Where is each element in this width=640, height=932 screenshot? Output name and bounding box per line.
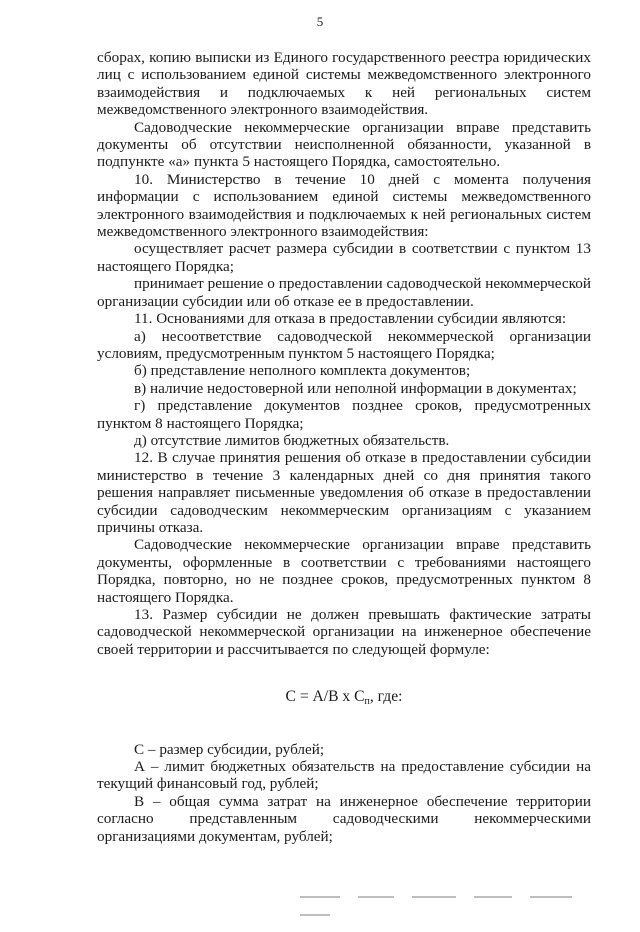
paragraph: в) наличие недостоверной или неполной информации в документах; bbox=[134, 379, 577, 397]
paragraph: Садоводческие некоммерческие организации вправе представить документы, оформленные в соответствии с требованиями настоящего Порядка, повторно, но не позднее сроков, предусмотренных пунктом 8 настоящего Порядка. bbox=[97, 536, 591, 606]
paragraph: 10. Министерство в течение 10 дней с момента получения информации с использованием единой системы межведомственного электронного взаимодействия и подключаемых к ней региональных систем межведомственного электронного взаимодействия: bbox=[97, 170, 591, 241]
paragraph: 11. Основаниями для отказа в предоставлении субсидии являются: bbox=[134, 310, 567, 328]
definition-paragraph: С – размер субсидии, рублей; bbox=[134, 740, 325, 758]
formula-suffix: , где: bbox=[369, 688, 403, 706]
paragraph: д) отсутствие лимитов бюджетных обязательств. bbox=[134, 431, 450, 449]
formula bbox=[97, 688, 591, 710]
formula-subscript: п bbox=[364, 696, 370, 708]
paragraph: принимает решение о предоставлении садоводческой некоммерческой организации субсидии или об отказе ее в предоставлении. bbox=[97, 275, 591, 310]
document-body bbox=[97, 49, 591, 845]
paragraph: Садоводческие некоммерческие организации вправе представить документы об отсутствии неисполненной обязанности, указанной в подпункте «а» пункта 5 настоящего Порядка, самостоятельно. bbox=[97, 118, 591, 171]
paragraph: сборах, копию выписки из Единого государственного реестра юридических лиц с использованием единой системы межведомственного электронного взаимодействия и подключаемых к ней региональных систем межведомственного электронного взаимодействия. bbox=[97, 49, 591, 119]
page-number: 5 bbox=[316, 14, 324, 29]
definition-paragraph: В – общая сумма затрат на инженерное обеспечение территории согласно представленным садоводческими некоммерческими организациями документам, рублей; bbox=[97, 792, 591, 845]
paragraph: б) представление неполного комплекта документов; bbox=[134, 362, 471, 380]
definition-paragraph: А – лимит бюджетных обязательств на предоставление субсидии на текущий финансовый год, рублей; bbox=[97, 758, 591, 793]
paragraph: а) несоответствие садоводческой некоммерческой организации условиям, предусмотренным пунктом 5 настоящего Порядка; bbox=[97, 327, 591, 362]
paragraph: осуществляет расчет размера субсидии в соответствии с пунктом 13 настоящего Порядка; bbox=[97, 240, 591, 275]
paragraph: г) представление документов позднее сроков, предусмотренных пунктом 8 настоящего Порядка; bbox=[97, 397, 591, 432]
formula-main: С = А/В х С bbox=[285, 688, 365, 706]
paragraph-list bbox=[97, 49, 591, 658]
footer-scan-trace bbox=[300, 896, 630, 902]
definition-list bbox=[97, 741, 591, 845]
paragraph: 12. В случае принятия решения об отказе в предоставлении субсидии министерство в течение 3 календарных дней со дня принятия такого решения направляет письменные уведомления об отказе в предоставлении субсидии садоводческим некоммерческим организациям с указанием причины отказа. bbox=[97, 449, 591, 536]
paragraph: 13. Размер субсидии не должен превышать фактические затраты садоводческой некоммерческой организации на инженерное обеспечение своей территории и рассчитывается по следующей формуле: bbox=[97, 606, 591, 658]
